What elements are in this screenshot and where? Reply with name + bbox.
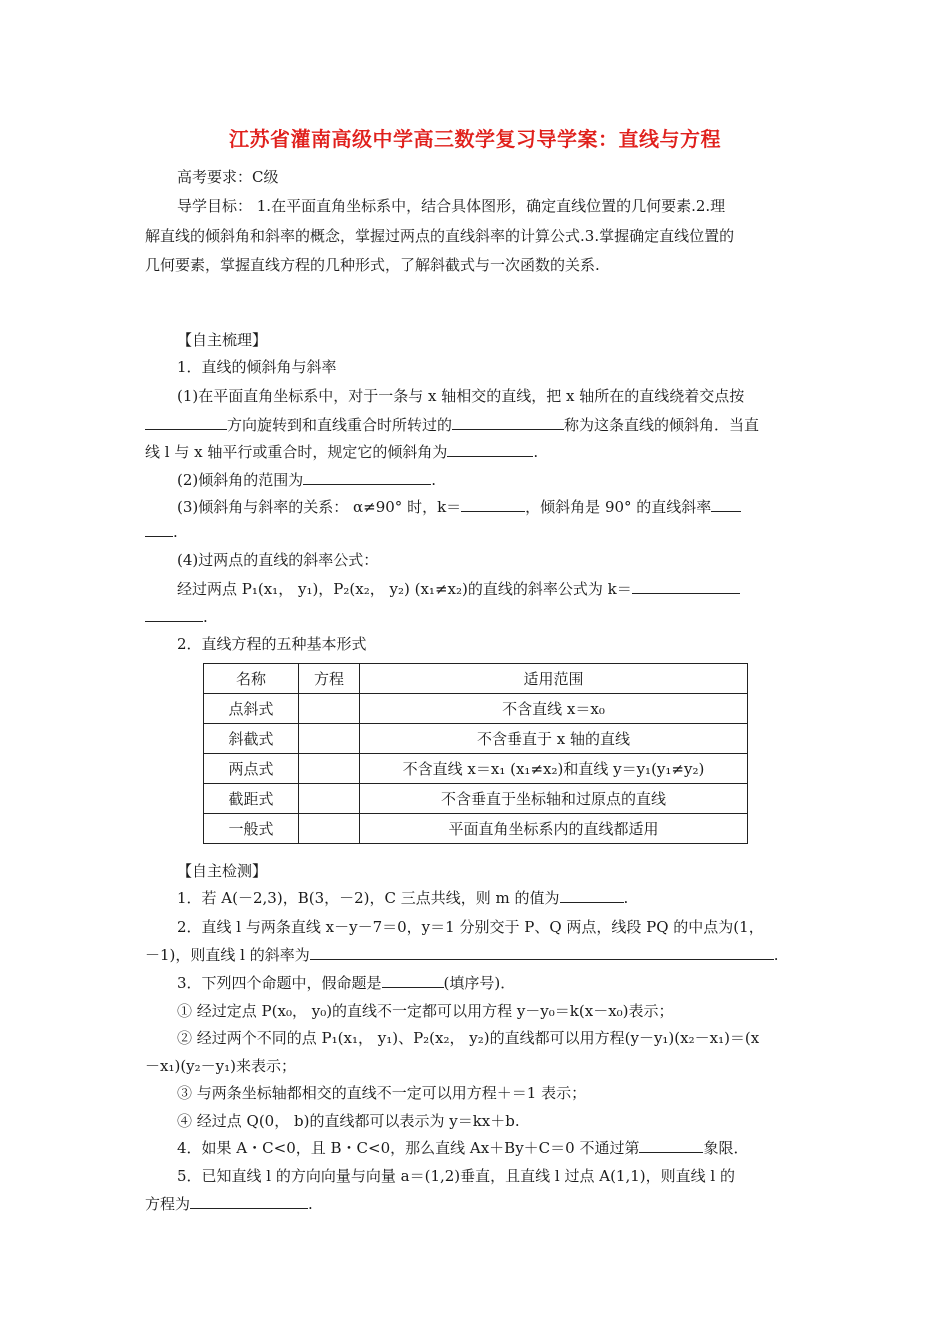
table-row	[204, 694, 748, 724]
text-run: (2)倾斜角的范围为	[177, 471, 304, 489]
line-forms-table	[203, 663, 748, 844]
equation-cell[interactable]	[299, 754, 360, 784]
text-run: .	[308, 1195, 313, 1213]
question-2-line-b	[145, 944, 779, 966]
goal-line-1: 导学目标： 1.在平面直角坐标系中，结合具体图形，确定直线位置的几何要素.2.理	[177, 197, 726, 215]
text-run: 象限．	[703, 1139, 749, 1157]
equation-cell[interactable]	[299, 784, 360, 814]
table-row	[204, 724, 748, 754]
review-p4-cont	[145, 606, 208, 628]
equation-cell[interactable]	[299, 724, 360, 754]
form-name-cell: 斜截式	[204, 724, 299, 754]
answer-blank[interactable]	[447, 442, 533, 457]
scope-cell: 平面直角坐标系内的直线都适用	[360, 814, 748, 844]
check-heading: 【自主检测】	[177, 862, 268, 880]
page-title: 江苏省灌南高级中学高三数学复习导学案：直线与方程	[229, 127, 721, 151]
answer-blank[interactable]	[145, 415, 227, 430]
equation-cell[interactable]	[299, 694, 360, 724]
question-3-option-1: ① 经过定点 P(x₀， y₀)的直线不一定都可以用方程 y－y₀＝k(x－x₀)表示；	[177, 1002, 674, 1020]
question-5-line-a: 5．已知直线 l 的方向向量与向量 a＝(1,2)垂直，且直线 l 过点 A(1,1)，则直线 l 的	[177, 1167, 735, 1185]
text-run: －1)，则直线 l 的斜率为	[145, 946, 310, 964]
question-3-option-2-b: －x₁)(y₂－y₁)来表示；	[145, 1057, 297, 1075]
form-name-cell: 两点式	[204, 754, 299, 784]
answer-blank[interactable]	[145, 607, 203, 622]
form-name-cell: 截距式	[204, 784, 299, 814]
question-3-option-4: ④ 经过点 Q(0， b)的直线都可以表示为 y＝kx＋b.	[177, 1112, 520, 1130]
equation-cell[interactable]	[299, 814, 360, 844]
review-heading: 【自主梳理】	[177, 331, 268, 349]
answer-blank[interactable]	[560, 888, 624, 903]
text-run: .	[431, 471, 437, 489]
table-row	[204, 784, 748, 814]
text-run: .	[203, 608, 208, 626]
review-p1-line-a: (1)在平面直角坐标系中，对于一条与 x 轴相交的直线，把 x 轴所在的直线绕着交点按	[177, 387, 745, 405]
table-header-row	[204, 664, 748, 694]
text-run: 线 l 与 x 轴平行或重合时，规定它的倾斜角为	[145, 443, 448, 461]
text-run: .	[623, 889, 629, 907]
section-1-title: 1．直线的倾斜角与斜率	[177, 358, 337, 376]
review-p1-line-c	[145, 441, 538, 463]
review-p3	[177, 496, 741, 518]
question-1	[177, 887, 628, 909]
form-name-cell: 点斜式	[204, 694, 299, 724]
text-run: .	[533, 443, 539, 461]
form-name-cell: 一般式	[204, 814, 299, 844]
header-cell: 名称	[204, 664, 299, 694]
text-run: (填序号)．	[443, 974, 516, 992]
review-p1-line-b	[145, 414, 759, 436]
text-run: .	[173, 523, 178, 541]
text-run: 方向旋转到和直线重合时所转过的	[227, 416, 453, 434]
header-cell: 适用范围	[360, 664, 748, 694]
goal-line-3: 几何要素，掌握直线方程的几种形式，了解斜截式与一次函数的关系.	[145, 256, 600, 274]
answer-blank[interactable]	[632, 579, 740, 594]
answer-blank[interactable]	[461, 497, 525, 512]
answer-blank[interactable]	[303, 470, 431, 485]
text-run: 4．如果 A・C<0，且 B・C<0，那么直线 Ax＋By＋C＝0 不通过第	[177, 1139, 640, 1157]
scope-cell: 不含垂直于坐标轴和过原点的直线	[360, 784, 748, 814]
question-4	[177, 1137, 748, 1159]
table-row	[204, 754, 748, 784]
question-3-option-2-a: ② 经过两个不同的点 P₁(x₁， y₁)、P₂(x₂， y₂)的直线都可以用方程(y－y₁)(x₂－x₁)＝(x	[177, 1029, 760, 1047]
answer-blank[interactable]	[711, 497, 741, 512]
scope-cell: 不含直线 x＝x₀	[360, 694, 748, 724]
text-run: .	[773, 946, 779, 964]
review-p4: (4)过两点的直线的斜率公式：	[177, 551, 379, 569]
text-run: (3)倾斜角与斜率的关系： α≠90° 时，k＝	[177, 498, 462, 516]
text-run: ，倾斜角是 90° 的直线斜率	[525, 498, 712, 516]
table-row	[204, 814, 748, 844]
scope-cell: 不含直线 x＝x₁ (x₁≠x₂)和直线 y＝y₁(y₁≠y₂)	[360, 754, 748, 784]
review-p2	[177, 469, 436, 491]
question-5-line-b	[145, 1193, 313, 1215]
answer-blank[interactable]	[382, 973, 444, 988]
answer-blank[interactable]	[310, 945, 774, 960]
review-p4-formula	[177, 578, 740, 600]
text-run: 3．下列四个命题中，假命题是	[177, 974, 382, 992]
answer-blank[interactable]	[452, 415, 564, 430]
answer-blank[interactable]	[145, 522, 173, 537]
section-2-title: 2．直线方程的五种基本形式	[177, 635, 367, 653]
question-2-line-a: 2．直线 l 与两条直线 x－y－7＝0，y＝1 分别交于 P、Q 两点，线段 PQ 的中点为(1，	[177, 918, 764, 936]
answer-blank[interactable]	[190, 1194, 308, 1209]
text-run: 称为这条直线的倾斜角．当直	[564, 416, 760, 434]
text-run: 方程为	[145, 1195, 191, 1213]
question-3	[177, 972, 515, 994]
text-run: 经过两点 P₁(x₁， y₁)，P₂(x₂， y₂) (x₁≠x₂)的直线的斜率公式为 k＝	[177, 580, 632, 598]
question-3-option-3: ③ 与两条坐标轴都相交的直线不一定可以用方程＋＝1 表示；	[177, 1084, 587, 1102]
answer-blank[interactable]	[639, 1138, 703, 1153]
exam-requirement: 高考要求：C级	[177, 168, 279, 186]
review-p3-cont	[145, 521, 178, 543]
goal-line-2: 解直线的倾斜角和斜率的概念，掌握过两点的直线斜率的计算公式.3.掌握确定直线位置的	[145, 227, 735, 245]
scope-cell: 不含垂直于 x 轴的直线	[360, 724, 748, 754]
text-run: 1．若 A(－2,3)，B(3，－2)，C 三点共线，则 m 的值为	[177, 889, 560, 907]
header-cell: 方程	[299, 664, 360, 694]
